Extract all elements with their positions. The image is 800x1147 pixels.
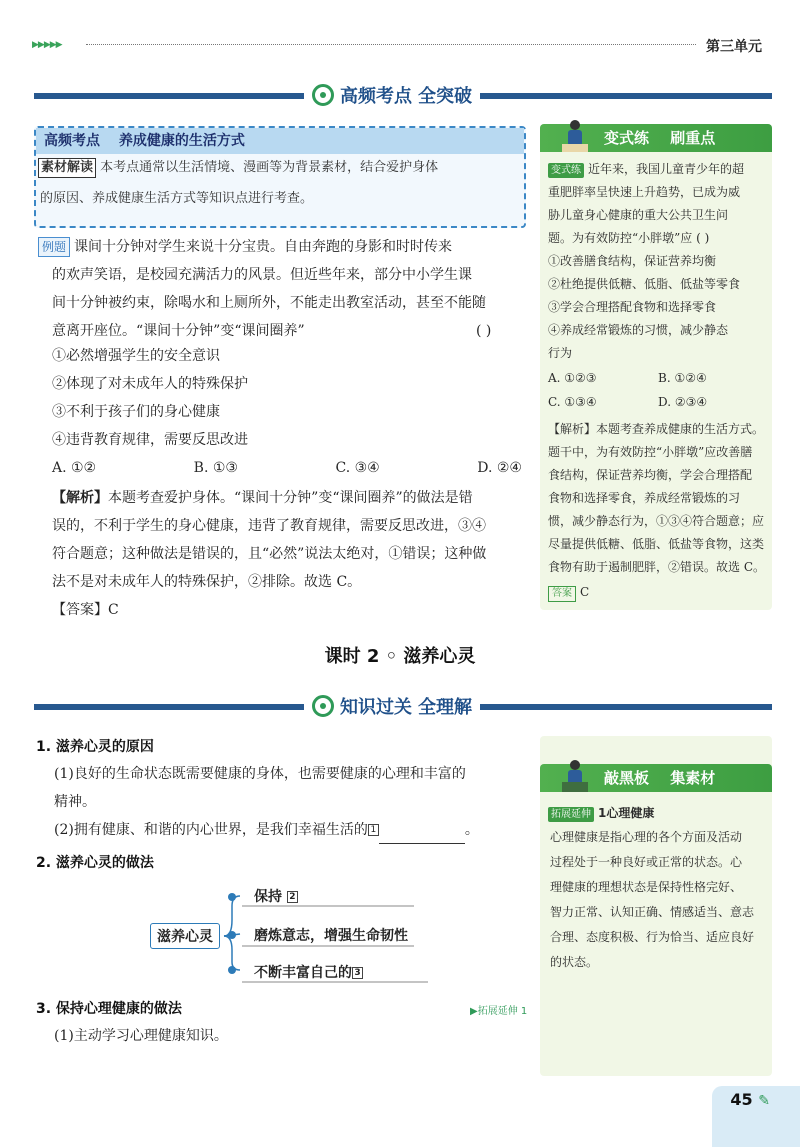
analysis-line-4: 法不是对未成年人的特殊保护，②排除。故选 C。 <box>52 574 362 590</box>
analysis-line-3: 符合题意；这种做法是错误的，且“必然”说法太绝对，①错误；这种做 <box>52 546 487 562</box>
blank-number-1: 1 <box>368 824 379 836</box>
practice-item-4: ④养成经常锻炼的习惯，减少静态 <box>548 323 729 337</box>
topic-line-1: 本考点通常以生活情境、漫画等为背景素材，结合爱护身体 <box>100 160 439 175</box>
knowledge-p3: (1)主动学习心理健康知识。 <box>54 1028 228 1044</box>
option-b: B. ①③ <box>193 460 238 476</box>
practice-text-1: 近年来，我国儿童青少年的超 <box>588 162 745 176</box>
example-tag: 例题 <box>38 237 70 257</box>
analysis-line-2: 误的，不利于学生的身心健康，违背了教育规律，需要反思改进，③④ <box>52 518 486 534</box>
extension-heading <box>548 802 654 824</box>
mind-map-item-1 <box>254 886 298 906</box>
lesson-title: 课时 2 ◦ 滋养心灵 <box>324 646 476 667</box>
unit-label: 第三单元 <box>706 39 762 55</box>
practice-answer-tag: 答案 <box>548 586 576 602</box>
extension-line-3: 理健康的理想状态是保持性格完好、 <box>550 880 743 894</box>
example-item-2: ②体现了对未成年人的特殊保护 <box>52 376 248 392</box>
mind-map-dot-3 <box>228 966 236 974</box>
extension-line-5: 合理、态度积极、行为恰当、适应良好 <box>550 930 755 944</box>
mind-map-dot-2 <box>228 931 236 939</box>
practice-option-c: C. ①③④ <box>548 395 597 409</box>
analysis-label: 【解析】 <box>52 490 108 506</box>
extension-line-4: 智力正常、认知正确、情感适当、意志 <box>550 905 755 919</box>
practice-line-2: 重肥胖率呈快速上升趋势，已成为威 <box>548 185 741 199</box>
banner-title-a: 高频考点 <box>340 86 412 107</box>
example-item-1: ①必然增强学生的安全意识 <box>52 348 220 364</box>
option-a: A. ①② <box>52 460 97 476</box>
practice-analysis-3: 食结构，保证营养均衡，学会合理搭配 <box>548 468 753 482</box>
practice-item-3: ③学会合理搭配食物和选择零食 <box>548 300 717 314</box>
page-number <box>730 1090 770 1109</box>
option-d: D. ②④ <box>477 460 522 476</box>
blackboard-head-b: 集素材 <box>670 769 716 787</box>
practice-analysis-2: 题干中，为有效防控“小胖墩”应改善膳 <box>548 445 753 459</box>
extension-tag-num: 1 <box>598 806 607 820</box>
topic-line-2: 的原因、养成健康生活方式等知识点进行考查。 <box>40 191 314 206</box>
mind-map-dot-1 <box>228 893 236 901</box>
mind-map-root: 滋养心灵 <box>150 923 220 949</box>
example-line-2: 的欢声笑语，是校园充满活力的风景。但近些年来，部分中小学生课 <box>52 267 472 283</box>
knowledge-p1a: (1)良好的生命状态既需要健康的身体，也需要健康的心理和丰富的 <box>54 766 466 782</box>
answer-line: 【答案】C <box>52 602 119 618</box>
practice-option-b: B. ①②④ <box>658 371 707 385</box>
example-line-3: 间十分钟被约束，除喝水和上厕所外，不能走出教室活动，甚至不能随 <box>52 295 486 311</box>
extension-title: 心理健康 <box>606 806 655 820</box>
topic-heading-a: 高频考点 <box>44 133 100 149</box>
knowledge-p2-text: (2)拥有健康、和谐的内心世界，是我们幸福生活的 <box>54 822 368 838</box>
knowledge-p2: (2)拥有健康、和谐的内心世界，是我们幸福生活的 1 。 <box>54 816 479 844</box>
blackboard-head-a: 敲黑板 <box>604 769 650 787</box>
practice-analysis-7: 食物有助于遏制肥胖，②错误。故选 C。 <box>548 560 765 574</box>
practice-line-3: 胁儿童身心健康的重大公共卫生问 <box>548 208 729 222</box>
mind-map-item-3 <box>254 962 363 982</box>
example-line-4: 意离开座位。“课间十分钟”变“课间圈养” <box>52 323 305 339</box>
extension-line-1: 心理健康是指心理的各个方面及活动 <box>550 830 743 844</box>
analysis-text-1: 本题考查爱护身体。“课间十分钟”变“课间圈养”的做法是错 <box>108 490 473 506</box>
example-item-4: ④违背教育规律，需要反思改进 <box>52 432 248 448</box>
header-arrows: ▶▶▶▶▶ <box>32 40 62 50</box>
extension-line-6: 的状态。 <box>550 955 599 969</box>
practice-option-a: A. ①②③ <box>548 371 597 385</box>
banner2-title-b: 全理解 <box>418 697 472 718</box>
example-text-1: 课间十分钟对学生来说十分宝贵。自由奔跑的身影和时时传来 <box>74 239 453 255</box>
topic-heading-b: 养成健康的生活方式 <box>118 133 245 149</box>
practice-item-4b: 行为 <box>548 346 573 360</box>
practice-item-1: ①改善膳食结构，保证营养均衡 <box>548 254 717 268</box>
practice-analysis-5: 惯，减少静态行为，①③④符合题意；应 <box>548 514 765 528</box>
practice-analysis-4: 食物和选择零食，养成经常锻炼的习 <box>548 491 741 505</box>
example-paren: ( ) <box>476 323 492 339</box>
banner2-title-a: 知识过关 <box>340 697 412 718</box>
knowledge-heading-1: 1. 滋养心灵的原因 <box>36 739 154 755</box>
practice-line-4: 题。为有效防控“小胖墩”应 ( ) <box>548 231 710 245</box>
knowledge-heading-3: 3. 保持心理健康的做法 <box>36 1001 182 1017</box>
mind-map-item-3-text: 不断丰富自己的 <box>254 965 352 981</box>
teacher-icon <box>562 758 588 792</box>
practice-tag: 变式练 <box>548 163 584 178</box>
material-tag: 素材解读 <box>38 158 96 178</box>
practice-item-2: ②杜绝提供低糖、低脂、低盐等零食 <box>548 277 741 291</box>
blank-number-2: 2 <box>287 891 298 903</box>
banner-title-b: 全突破 <box>418 86 472 107</box>
blank-number-3: 3 <box>352 967 363 979</box>
knowledge-heading-2: 2. 滋养心灵的做法 <box>36 855 154 871</box>
practice-head-a: 变式练 <box>604 129 650 147</box>
practice-answer-value: C <box>580 585 590 599</box>
mind-map-item-1-text: 保持 <box>254 889 282 905</box>
option-c: C. ③④ <box>335 460 380 476</box>
blackboard-card-head <box>540 764 772 792</box>
practice-head-b: 刷重点 <box>670 129 716 147</box>
practice-analysis-1: 【解析】本题考查养成健康的生活方式。 <box>548 422 765 436</box>
mind-map-item-2: 磨炼意志，增强生命韧性 <box>254 928 408 944</box>
extension-link[interactable]: ▶拓展延伸 1 <box>470 1006 528 1017</box>
practice-analysis-6: 尽量提供低糖、低脂、低盐等食物，这类 <box>548 537 765 551</box>
extension-tag: 拓展延伸 <box>548 807 594 822</box>
practice-option-d: D. ②③④ <box>658 395 708 409</box>
example-item-3: ③不利于孩子们的身心健康 <box>52 404 220 420</box>
knowledge-p1b: 精神。 <box>54 794 96 810</box>
extension-line-2: 过程处于一种良好或正常的状态。心 <box>550 855 743 869</box>
page-number-value: 45 <box>730 1090 753 1109</box>
pen-icon: ✎ <box>758 1093 770 1109</box>
